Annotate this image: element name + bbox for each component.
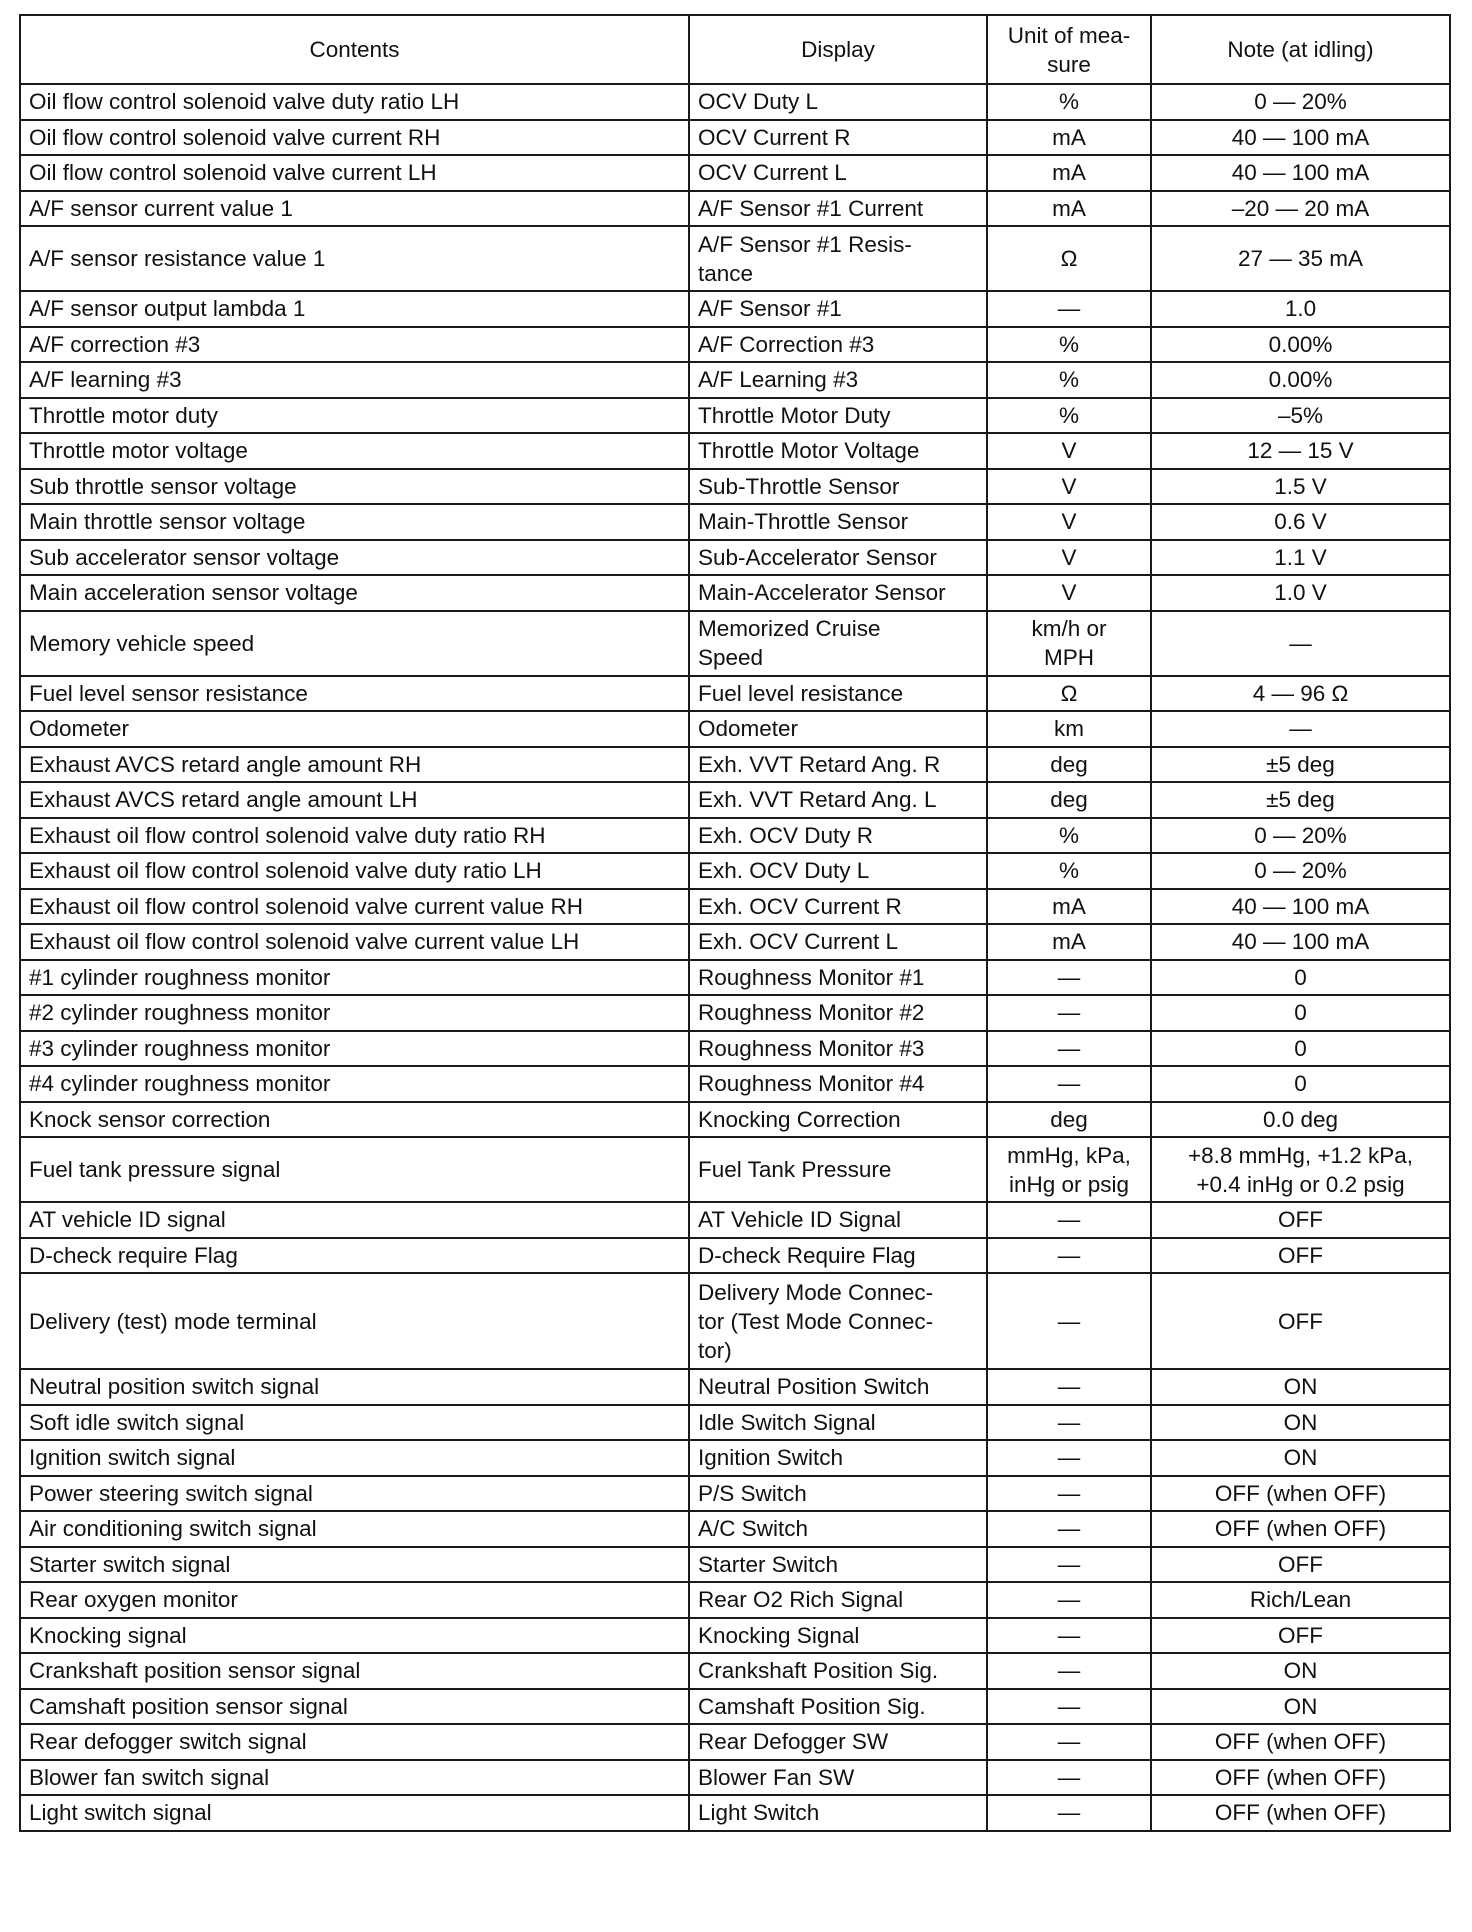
cell-display: Rear Defogger SW — [689, 1724, 987, 1760]
cell-contents: Odometer — [20, 711, 689, 747]
cell-note: OFF (when OFF) — [1151, 1476, 1450, 1512]
cell-contents: A/F sensor output lambda 1 — [20, 291, 689, 327]
table-row — [20, 1689, 1450, 1725]
cell-note: 0 — [1151, 1031, 1450, 1067]
cell-display: Exh. OCV Duty L — [689, 853, 987, 889]
cell-display: Exh. OCV Current R — [689, 889, 987, 925]
cell-display: Main-Throttle Sensor — [689, 504, 987, 540]
cell-unit: % — [987, 362, 1151, 398]
table-row — [20, 575, 1450, 611]
header-row — [20, 15, 1450, 84]
cell-unit: % — [987, 398, 1151, 434]
cell-note: 0.00% — [1151, 327, 1450, 363]
table-row — [20, 84, 1450, 120]
cell-note: OFF (when OFF) — [1151, 1760, 1450, 1796]
cell-unit: — — [987, 1582, 1151, 1618]
cell-note: — — [1151, 611, 1450, 676]
cell-display: OCV Current L — [689, 155, 987, 191]
cell-note: +8.8 mmHg, +1.2 kPa, +0.4 inHg or 0.2 psig — [1151, 1137, 1450, 1202]
header-display: Display — [689, 15, 987, 84]
cell-contents: Exhaust AVCS retard angle amount LH — [20, 782, 689, 818]
cell-display: Exh. OCV Duty R — [689, 818, 987, 854]
cell-unit: deg — [987, 782, 1151, 818]
table-row — [20, 1795, 1450, 1831]
cell-unit: — — [987, 1202, 1151, 1238]
cell-contents: Delivery (test) mode terminal — [20, 1273, 689, 1369]
cell-display: A/F Sensor #1 — [689, 291, 987, 327]
cell-note: 27 — 35 mA — [1151, 226, 1450, 291]
cell-unit: km/h or MPH — [987, 611, 1151, 676]
cell-note: 0.00% — [1151, 362, 1450, 398]
cell-unit: Ω — [987, 226, 1151, 291]
cell-unit: — — [987, 1795, 1151, 1831]
table-row — [20, 155, 1450, 191]
table-row — [20, 1238, 1450, 1274]
cell-contents: Neutral position switch signal — [20, 1369, 689, 1405]
cell-note: — — [1151, 711, 1450, 747]
cell-contents: Light switch signal — [20, 1795, 689, 1831]
table-row — [20, 433, 1450, 469]
cell-unit: V — [987, 575, 1151, 611]
cell-contents: Knocking signal — [20, 1618, 689, 1654]
cell-contents: A/F sensor resistance value 1 — [20, 226, 689, 291]
cell-note: 0 — 20% — [1151, 853, 1450, 889]
cell-contents: Blower fan switch signal — [20, 1760, 689, 1796]
monitor-data-table — [19, 14, 1451, 1832]
cell-display: AT Vehicle ID Signal — [689, 1202, 987, 1238]
cell-contents: Soft idle switch signal — [20, 1405, 689, 1441]
cell-display: A/F Correction #3 — [689, 327, 987, 363]
cell-unit: — — [987, 1689, 1151, 1725]
cell-contents: Memory vehicle speed — [20, 611, 689, 676]
table-row — [20, 1653, 1450, 1689]
table-row — [20, 1405, 1450, 1441]
table-row — [20, 1476, 1450, 1512]
cell-contents: Ignition switch signal — [20, 1440, 689, 1476]
cell-note: OFF (when OFF) — [1151, 1724, 1450, 1760]
table-row — [20, 1137, 1450, 1202]
cell-display: Rear O2 Rich Signal — [689, 1582, 987, 1618]
cell-unit: — — [987, 1369, 1151, 1405]
cell-note: OFF (when OFF) — [1151, 1795, 1450, 1831]
cell-display: Throttle Motor Voltage — [689, 433, 987, 469]
cell-note: 40 — 100 mA — [1151, 120, 1450, 156]
cell-note: ON — [1151, 1369, 1450, 1405]
cell-contents: #4 cylinder roughness monitor — [20, 1066, 689, 1102]
cell-note: 0 — 20% — [1151, 818, 1450, 854]
cell-note: 40 — 100 mA — [1151, 155, 1450, 191]
cell-contents: Rear defogger switch signal — [20, 1724, 689, 1760]
table-row — [20, 611, 1450, 676]
cell-contents: Oil flow control solenoid valve current RH — [20, 120, 689, 156]
table-row — [20, 889, 1450, 925]
table-row — [20, 676, 1450, 712]
cell-note: 0 — [1151, 995, 1450, 1031]
cell-display: Roughness Monitor #2 — [689, 995, 987, 1031]
cell-note: Rich/Lean — [1151, 1582, 1450, 1618]
cell-contents: Sub accelerator sensor voltage — [20, 540, 689, 576]
cell-unit: — — [987, 1031, 1151, 1067]
table-row — [20, 398, 1450, 434]
cell-display: Delivery Mode Connec- tor (Test Mode Connec- tor) — [689, 1273, 987, 1369]
cell-unit: — — [987, 1440, 1151, 1476]
cell-contents: Power steering switch signal — [20, 1476, 689, 1512]
cell-contents: Exhaust oil flow control solenoid valve duty ratio LH — [20, 853, 689, 889]
spec-table-sheet — [19, 14, 1449, 1832]
cell-contents: Exhaust AVCS retard angle amount RH — [20, 747, 689, 783]
cell-contents: A/F learning #3 — [20, 362, 689, 398]
cell-note: OFF (when OFF) — [1151, 1511, 1450, 1547]
cell-note: 4 — 96 Ω — [1151, 676, 1450, 712]
table-row — [20, 853, 1450, 889]
cell-unit: — — [987, 1653, 1151, 1689]
cell-display: Exh. OCV Current L — [689, 924, 987, 960]
cell-unit: km — [987, 711, 1151, 747]
cell-note: 0 — [1151, 1066, 1450, 1102]
cell-unit: V — [987, 540, 1151, 576]
cell-display: Ignition Switch — [689, 1440, 987, 1476]
cell-display: Main-Accelerator Sensor — [689, 575, 987, 611]
table-row — [20, 1618, 1450, 1654]
cell-contents: #2 cylinder roughness monitor — [20, 995, 689, 1031]
cell-note: ±5 deg — [1151, 782, 1450, 818]
cell-contents: Throttle motor duty — [20, 398, 689, 434]
cell-display: Fuel level resistance — [689, 676, 987, 712]
header-unit: Unit of mea- sure — [987, 15, 1151, 84]
cell-unit: mA — [987, 120, 1151, 156]
cell-contents: Throttle motor voltage — [20, 433, 689, 469]
cell-unit: — — [987, 960, 1151, 996]
cell-unit: — — [987, 1476, 1151, 1512]
table-row — [20, 362, 1450, 398]
cell-contents: Crankshaft position sensor signal — [20, 1653, 689, 1689]
cell-display: A/F Learning #3 — [689, 362, 987, 398]
table-row — [20, 291, 1450, 327]
cell-display: Roughness Monitor #3 — [689, 1031, 987, 1067]
cell-note: ON — [1151, 1689, 1450, 1725]
cell-display: D-check Require Flag — [689, 1238, 987, 1274]
table-row — [20, 191, 1450, 227]
cell-display: A/F Sensor #1 Current — [689, 191, 987, 227]
cell-note: OFF — [1151, 1618, 1450, 1654]
table-row — [20, 1724, 1450, 1760]
cell-display: Sub-Throttle Sensor — [689, 469, 987, 505]
table-row — [20, 747, 1450, 783]
cell-unit: — — [987, 1405, 1151, 1441]
cell-contents: AT vehicle ID signal — [20, 1202, 689, 1238]
cell-unit: — — [987, 1066, 1151, 1102]
cell-display: Light Switch — [689, 1795, 987, 1831]
cell-display: Crankshaft Position Sig. — [689, 1653, 987, 1689]
cell-display: Exh. VVT Retard Ang. L — [689, 782, 987, 818]
cell-unit: — — [987, 1724, 1151, 1760]
cell-contents: Oil flow control solenoid valve current LH — [20, 155, 689, 191]
table-row — [20, 469, 1450, 505]
cell-contents: #1 cylinder roughness monitor — [20, 960, 689, 996]
table-row — [20, 226, 1450, 291]
cell-display: OCV Duty L — [689, 84, 987, 120]
table-row — [20, 1511, 1450, 1547]
cell-unit: % — [987, 853, 1151, 889]
cell-contents: Oil flow control solenoid valve duty ratio LH — [20, 84, 689, 120]
table-row — [20, 504, 1450, 540]
cell-display: Memorized Cruise Speed — [689, 611, 987, 676]
cell-display: Knocking Signal — [689, 1618, 987, 1654]
cell-contents: Fuel tank pressure signal — [20, 1137, 689, 1202]
cell-note: 0 — 20% — [1151, 84, 1450, 120]
table-row — [20, 1202, 1450, 1238]
cell-contents: Exhaust oil flow control solenoid valve current value RH — [20, 889, 689, 925]
cell-unit: — — [987, 1618, 1151, 1654]
cell-note: 1.0 — [1151, 291, 1450, 327]
cell-note: 0.6 V — [1151, 504, 1450, 540]
cell-unit: Ω — [987, 676, 1151, 712]
table-row — [20, 1547, 1450, 1583]
cell-contents: D-check require Flag — [20, 1238, 689, 1274]
header-note: Note (at idling) — [1151, 15, 1450, 84]
cell-unit: V — [987, 504, 1151, 540]
cell-unit: — — [987, 1273, 1151, 1369]
cell-contents: Exhaust oil flow control solenoid valve duty ratio RH — [20, 818, 689, 854]
cell-display: A/F Sensor #1 Resis- tance — [689, 226, 987, 291]
table-row — [20, 1440, 1450, 1476]
cell-display: Odometer — [689, 711, 987, 747]
cell-unit: — — [987, 1511, 1151, 1547]
cell-note: –5% — [1151, 398, 1450, 434]
cell-contents: Camshaft position sensor signal — [20, 1689, 689, 1725]
cell-contents: Sub throttle sensor voltage — [20, 469, 689, 505]
cell-contents: Rear oxygen monitor — [20, 1582, 689, 1618]
table-row — [20, 1369, 1450, 1405]
cell-unit: % — [987, 84, 1151, 120]
cell-contents: Starter switch signal — [20, 1547, 689, 1583]
cell-unit: — — [987, 995, 1151, 1031]
cell-contents: Fuel level sensor resistance — [20, 676, 689, 712]
table-row — [20, 1066, 1450, 1102]
cell-display: P/S Switch — [689, 1476, 987, 1512]
cell-display: Roughness Monitor #1 — [689, 960, 987, 996]
header-contents: Contents — [20, 15, 689, 84]
table-row — [20, 711, 1450, 747]
cell-contents: A/F correction #3 — [20, 327, 689, 363]
cell-unit: — — [987, 1238, 1151, 1274]
table-row — [20, 327, 1450, 363]
cell-display: Fuel Tank Pressure — [689, 1137, 987, 1202]
cell-note: 1.1 V — [1151, 540, 1450, 576]
cell-note: OFF — [1151, 1547, 1450, 1583]
cell-note: ON — [1151, 1405, 1450, 1441]
table-row — [20, 995, 1450, 1031]
cell-contents: Main throttle sensor voltage — [20, 504, 689, 540]
cell-note: 40 — 100 mA — [1151, 924, 1450, 960]
cell-unit: deg — [987, 1102, 1151, 1138]
cell-contents: #3 cylinder roughness monitor — [20, 1031, 689, 1067]
cell-unit: — — [987, 1547, 1151, 1583]
cell-note: OFF — [1151, 1202, 1450, 1238]
table-row — [20, 120, 1450, 156]
cell-display: Knocking Correction — [689, 1102, 987, 1138]
table-row — [20, 782, 1450, 818]
table-row — [20, 1582, 1450, 1618]
cell-note: ±5 deg — [1151, 747, 1450, 783]
table-row — [20, 540, 1450, 576]
table-body — [20, 84, 1450, 1831]
cell-contents: A/F sensor current value 1 — [20, 191, 689, 227]
cell-display: Throttle Motor Duty — [689, 398, 987, 434]
cell-unit: V — [987, 433, 1151, 469]
cell-display: Camshaft Position Sig. — [689, 1689, 987, 1725]
cell-display: Exh. VVT Retard Ang. R — [689, 747, 987, 783]
cell-display: Starter Switch — [689, 1547, 987, 1583]
table-row — [20, 1031, 1450, 1067]
cell-display: Neutral Position Switch — [689, 1369, 987, 1405]
table-row — [20, 960, 1450, 996]
cell-unit: % — [987, 327, 1151, 363]
cell-unit: mA — [987, 155, 1151, 191]
cell-display: Roughness Monitor #4 — [689, 1066, 987, 1102]
cell-note: 0.0 deg — [1151, 1102, 1450, 1138]
cell-unit: mA — [987, 924, 1151, 960]
table-row — [20, 924, 1450, 960]
table-row — [20, 1760, 1450, 1796]
cell-note: ON — [1151, 1653, 1450, 1689]
cell-contents: Knock sensor correction — [20, 1102, 689, 1138]
cell-unit: % — [987, 818, 1151, 854]
cell-note: 12 — 15 V — [1151, 433, 1450, 469]
cell-display: OCV Current R — [689, 120, 987, 156]
table-header — [20, 15, 1450, 84]
table-row — [20, 818, 1450, 854]
cell-note: OFF — [1151, 1238, 1450, 1274]
cell-note: 0 — [1151, 960, 1450, 996]
cell-unit: mmHg, kPa, inHg or psig — [987, 1137, 1151, 1202]
cell-display: A/C Switch — [689, 1511, 987, 1547]
cell-display: Idle Switch Signal — [689, 1405, 987, 1441]
cell-unit: mA — [987, 889, 1151, 925]
cell-contents: Air conditioning switch signal — [20, 1511, 689, 1547]
cell-note: 40 — 100 mA — [1151, 889, 1450, 925]
cell-unit: mA — [987, 191, 1151, 227]
cell-contents: Main acceleration sensor voltage — [20, 575, 689, 611]
cell-display: Blower Fan SW — [689, 1760, 987, 1796]
cell-unit: — — [987, 1760, 1151, 1796]
cell-contents: Exhaust oil flow control solenoid valve current value LH — [20, 924, 689, 960]
cell-note: OFF — [1151, 1273, 1450, 1369]
cell-note: ON — [1151, 1440, 1450, 1476]
cell-note: 1.0 V — [1151, 575, 1450, 611]
cell-display: Sub-Accelerator Sensor — [689, 540, 987, 576]
table-row — [20, 1273, 1450, 1369]
cell-note: 1.5 V — [1151, 469, 1450, 505]
cell-note: –20 — 20 mA — [1151, 191, 1450, 227]
cell-unit: V — [987, 469, 1151, 505]
cell-unit: — — [987, 291, 1151, 327]
cell-unit: deg — [987, 747, 1151, 783]
table-row — [20, 1102, 1450, 1138]
